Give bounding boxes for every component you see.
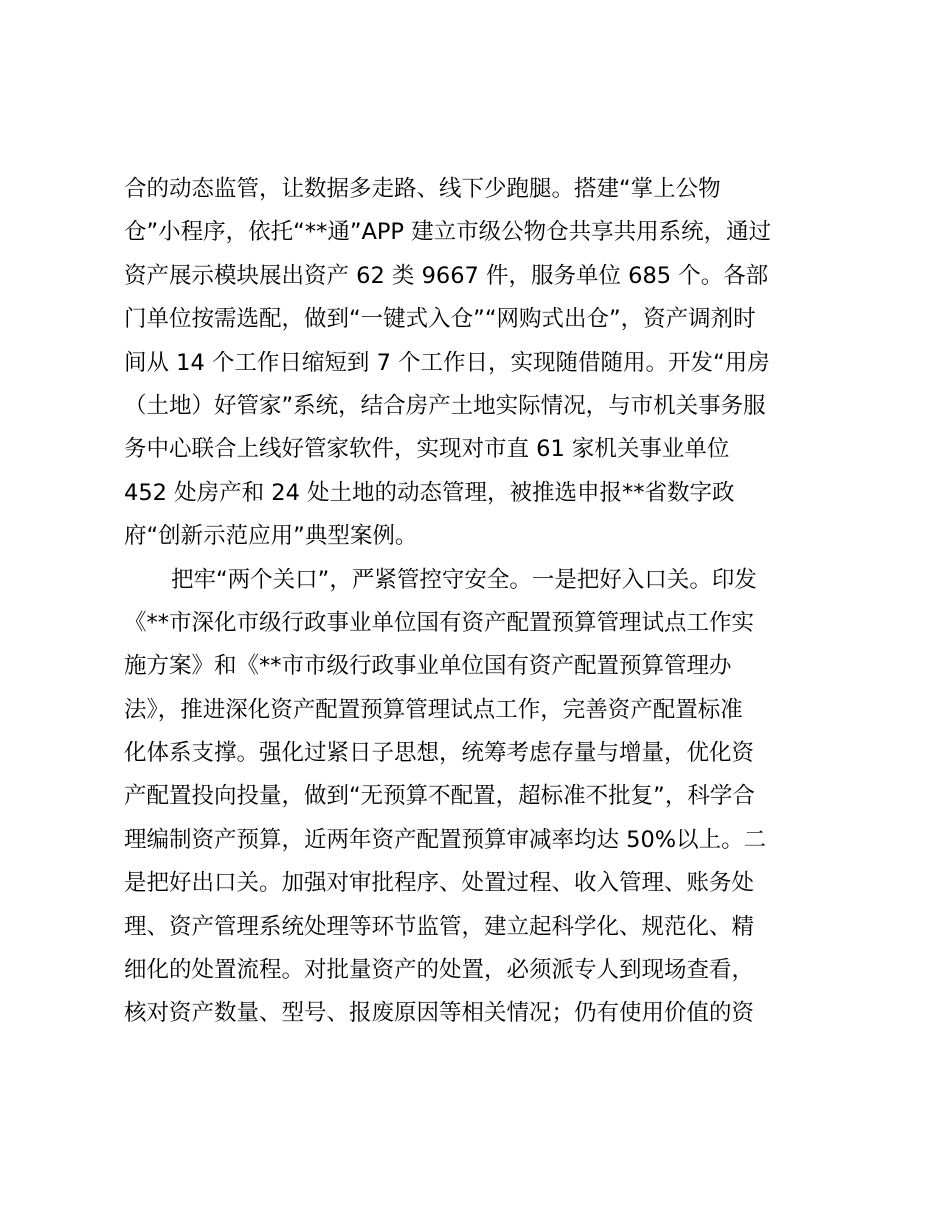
text-line: 务中心联合上线好管家软件，实现对市直 61 家机关事业单位 [124,436,730,463]
text-line: 府“创新示范应用”典型案例。 [124,523,418,550]
paragraph-first-line: 把牢“两个关口”，严紧管控守安全。一是把好入口关。印发 [171,566,757,593]
text-line: 仓”小程序，依托“**通”APP 建立市级公物仓共享共用系统，通过 [124,219,772,246]
text-line: 合的动态监管，让数据多走路、线下少跑腿。搭建“掌上公物 [124,176,721,202]
body-text [124,168,844,1036]
text-line: （土地）好管家”系统，结合房产土地实际情况，与市机关事务服 [124,392,766,419]
text-line: 理、资产管理系统处理等环节监管，建立起科学化、规范化、精 [124,913,755,940]
text-line: 施方案》和《**市市级行政事业单位国有资产配置预算管理办 [124,653,732,680]
text-line: 核对资产数量、型号、报废原因等相关情况；仍有使用价值的资 [124,1000,755,1027]
text-line: 间从 14 个工作日缩短到 7 个工作日，实现随借随用。开发“用房 [124,349,770,376]
text-line: 法》，推进深化资产配置预算管理试点工作，完善资产配置标准 [124,696,743,723]
text-line: 理编制资产预算，近两年资产配置预算审减率均达 50%以上。二 [124,826,767,853]
text-line: 产配置投向投量，做到“无预算不配置，超标准不批复”，科学合 [124,783,755,810]
text-line: 资产展示模块展出资产 62 类 9667 件，服务单位 685 个。各部 [124,262,769,289]
text-line: 化体系支撑。强化过紧日子思想，统筹考虑存量与增量，优化资 [124,740,755,767]
text-line: 452 处房产和 24 处土地的动态管理，被推选申报**省数字政 [124,479,735,506]
text-line: 《**市深化市级行政事业单位国有资产配置预算管理试点工作实 [124,609,755,636]
text-line: 门单位按需选配，做到“一键式入仓”“网购式出仓”，资产调剂时 [124,306,756,333]
text-line: 细化的处置流程。对批量资产的处置，必须派专人到现场查看， [124,957,755,984]
text-line: 是把好出口关。加强对审批程序、处置过程、收入管理、账务处 [124,870,755,897]
